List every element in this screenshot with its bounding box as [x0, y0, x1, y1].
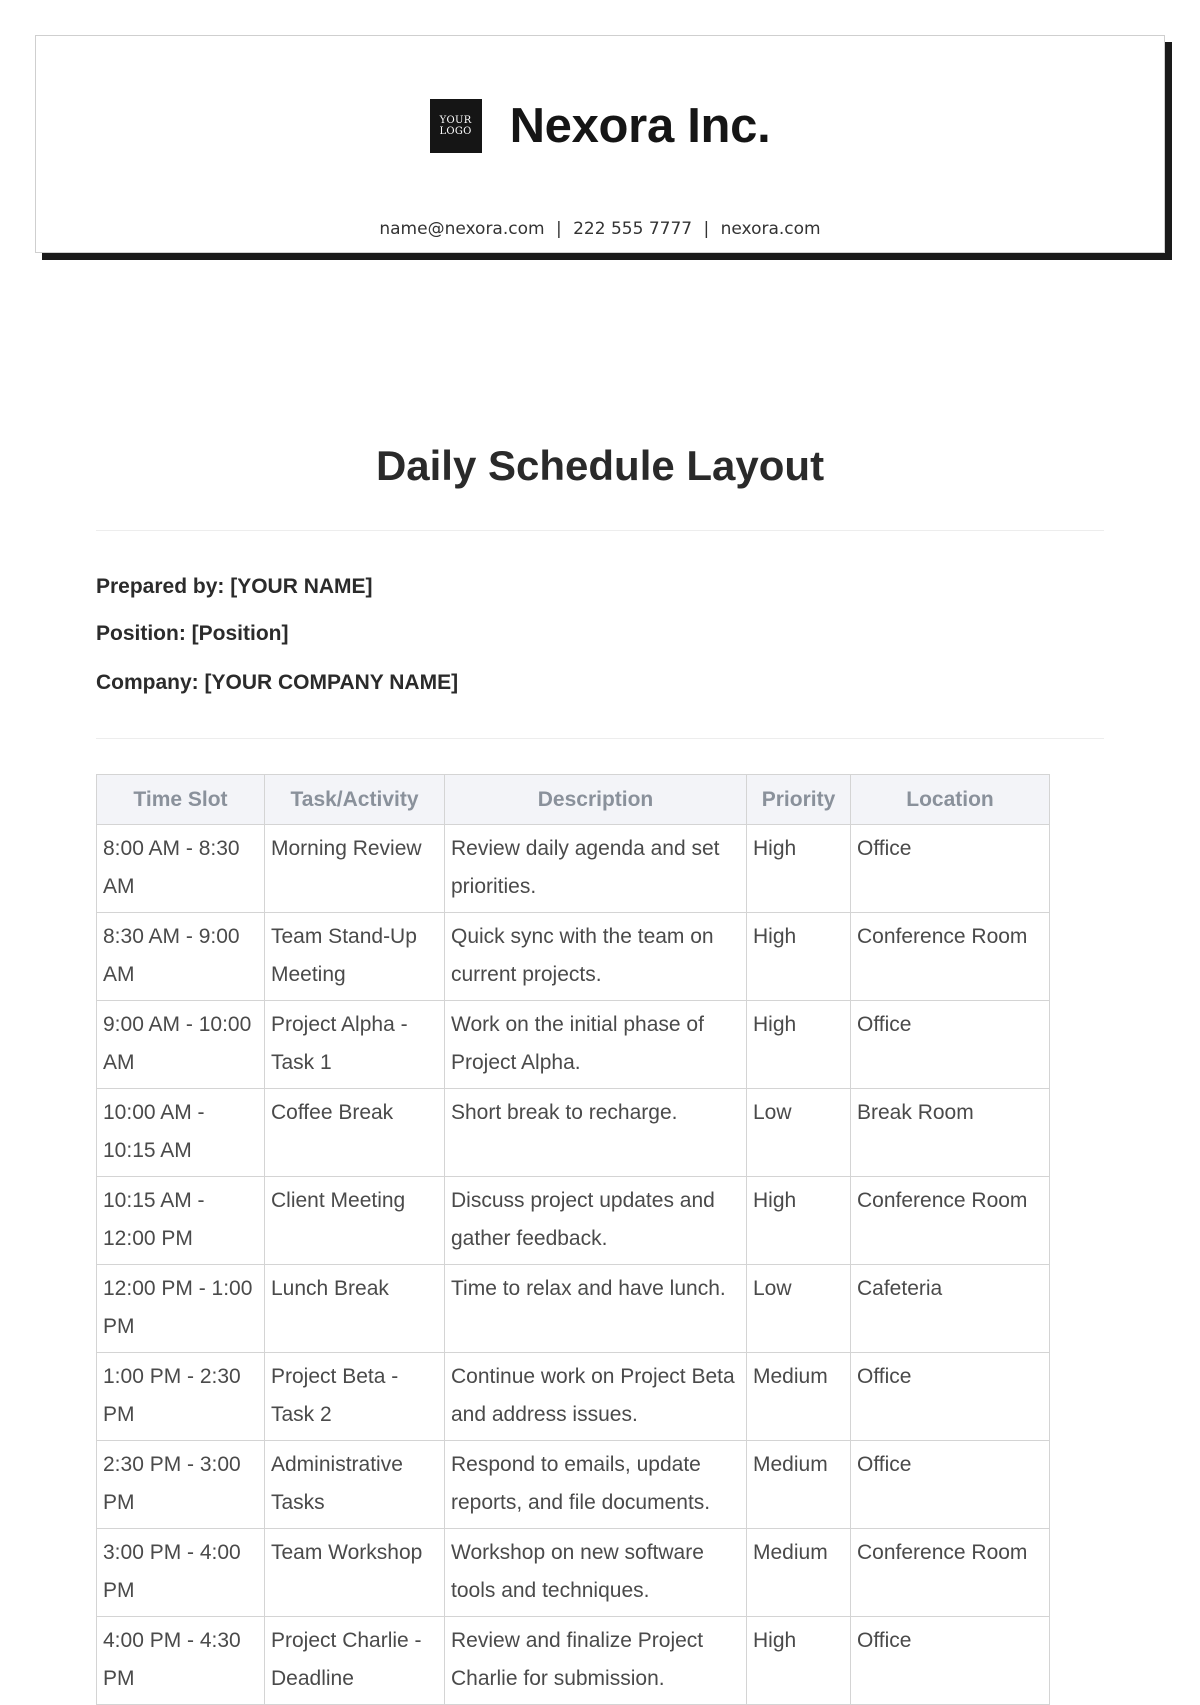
table-row: [97, 1617, 1050, 1705]
location-cell: Cafeteria: [851, 1265, 1050, 1353]
task-cell: Project Alpha - Task 1: [265, 1001, 445, 1089]
priority-cell: High: [747, 913, 851, 1001]
priority-cell: Medium: [747, 1353, 851, 1441]
table-row: [97, 1001, 1050, 1089]
time-slot-cell: 4:00 PM - 4:30 PM: [97, 1617, 265, 1705]
column-header-task: Task/Activity: [265, 775, 445, 825]
contact-phone[interactable]: 222 555 7777: [573, 219, 693, 239]
priority-cell: High: [747, 1177, 851, 1265]
divider: [96, 738, 1104, 739]
time-slot-cell: 10:15 AM - 12:00 PM: [97, 1177, 265, 1265]
table-header-row: [97, 775, 1050, 825]
table-row: [97, 1441, 1050, 1529]
column-header-location: Location: [851, 775, 1050, 825]
description-cell: Time to relax and have lunch.: [445, 1265, 747, 1353]
task-cell: Project Charlie - Deadline: [265, 1617, 445, 1705]
description-cell: Work on the initial phase of Project Alpha.: [445, 1001, 747, 1089]
letterhead-card: [35, 35, 1165, 253]
document-title: Daily Schedule Layout: [375, 442, 825, 489]
description-cell: Quick sync with the team on current projects.: [445, 913, 747, 1001]
task-cell: Lunch Break: [265, 1265, 445, 1353]
description-cell: Review daily agenda and set priorities.: [445, 825, 747, 913]
priority-cell: High: [747, 825, 851, 913]
description-cell: Short break to recharge.: [445, 1089, 747, 1177]
priority-cell: Medium: [747, 1529, 851, 1617]
location-cell: Office: [851, 1353, 1050, 1441]
table-row: [97, 1265, 1050, 1353]
priority-cell: Low: [747, 1265, 851, 1353]
task-cell: Client Meeting: [265, 1177, 445, 1265]
time-slot-cell: 3:00 PM - 4:00 PM: [97, 1529, 265, 1617]
task-cell: Team Workshop: [265, 1529, 445, 1617]
time-slot-cell: 9:00 AM - 10:00 AM: [97, 1001, 265, 1089]
schedule-table: [96, 774, 1050, 1705]
table-row: [97, 1177, 1050, 1265]
task-cell: Administrative Tasks: [265, 1441, 445, 1529]
column-header-description: Description: [445, 775, 747, 825]
time-slot-cell: 10:00 AM - 10:15 AM: [97, 1089, 265, 1177]
brand-row: [36, 98, 1164, 154]
location-cell: Conference Room: [851, 913, 1050, 1001]
task-cell: Morning Review: [265, 825, 445, 913]
company-name: Nexora Inc.: [509, 99, 771, 153]
location-cell: Office: [851, 1617, 1050, 1705]
location-cell: Office: [851, 1441, 1050, 1529]
table-row: [97, 1529, 1050, 1617]
company-logo: [430, 99, 482, 153]
task-cell: Project Beta - Task 2: [265, 1353, 445, 1441]
location-cell: Office: [851, 825, 1050, 913]
prepared-by: Prepared by: [YOUR NAME]: [96, 575, 373, 598]
company: Company: [YOUR COMPANY NAME]: [96, 671, 459, 694]
time-slot-cell: 8:30 AM - 9:00 AM: [97, 913, 265, 1001]
priority-cell: Medium: [747, 1441, 851, 1529]
time-slot-cell: 2:30 PM - 3:00 PM: [97, 1441, 265, 1529]
description-cell: Respond to emails, update reports, and file documents.: [445, 1441, 747, 1529]
time-slot-cell: 12:00 PM - 1:00 PM: [97, 1265, 265, 1353]
description-cell: Continue work on Project Beta and address issues.: [445, 1353, 747, 1441]
logo-text-line1: YOUR: [439, 115, 472, 126]
column-header-time-slot: Time Slot: [97, 775, 265, 825]
table-row: [97, 1089, 1050, 1177]
position: Position: [Position]: [96, 622, 289, 645]
contact-email[interactable]: name@nexora.com: [379, 219, 545, 239]
description-cell: Workshop on new software tools and techniques.: [445, 1529, 747, 1617]
location-cell: Conference Room: [851, 1177, 1050, 1265]
description-cell: Review and finalize Project Charlie for submission.: [445, 1617, 747, 1705]
column-header-priority: Priority: [747, 775, 851, 825]
divider: [96, 530, 1104, 531]
location-cell: Conference Room: [851, 1529, 1050, 1617]
task-cell: Coffee Break: [265, 1089, 445, 1177]
description-cell: Discuss project updates and gather feedback.: [445, 1177, 747, 1265]
location-cell: Office: [851, 1001, 1050, 1089]
priority-cell: High: [747, 1617, 851, 1705]
location-cell: Break Room: [851, 1089, 1050, 1177]
time-slot-cell: 8:00 AM - 8:30 AM: [97, 825, 265, 913]
table-row: [97, 825, 1050, 913]
priority-cell: High: [747, 1001, 851, 1089]
task-cell: Team Stand-Up Meeting: [265, 913, 445, 1001]
contact-line: [36, 219, 1164, 239]
contact-website[interactable]: nexora.com: [720, 219, 821, 239]
contact-separator: |: [703, 219, 710, 239]
contact-separator: |: [555, 219, 562, 239]
priority-cell: Low: [747, 1089, 851, 1177]
table-row: [97, 1353, 1050, 1441]
time-slot-cell: 1:00 PM - 2:30 PM: [97, 1353, 265, 1441]
table-row: [97, 913, 1050, 1001]
logo-text-line2: LOGO: [439, 126, 472, 137]
